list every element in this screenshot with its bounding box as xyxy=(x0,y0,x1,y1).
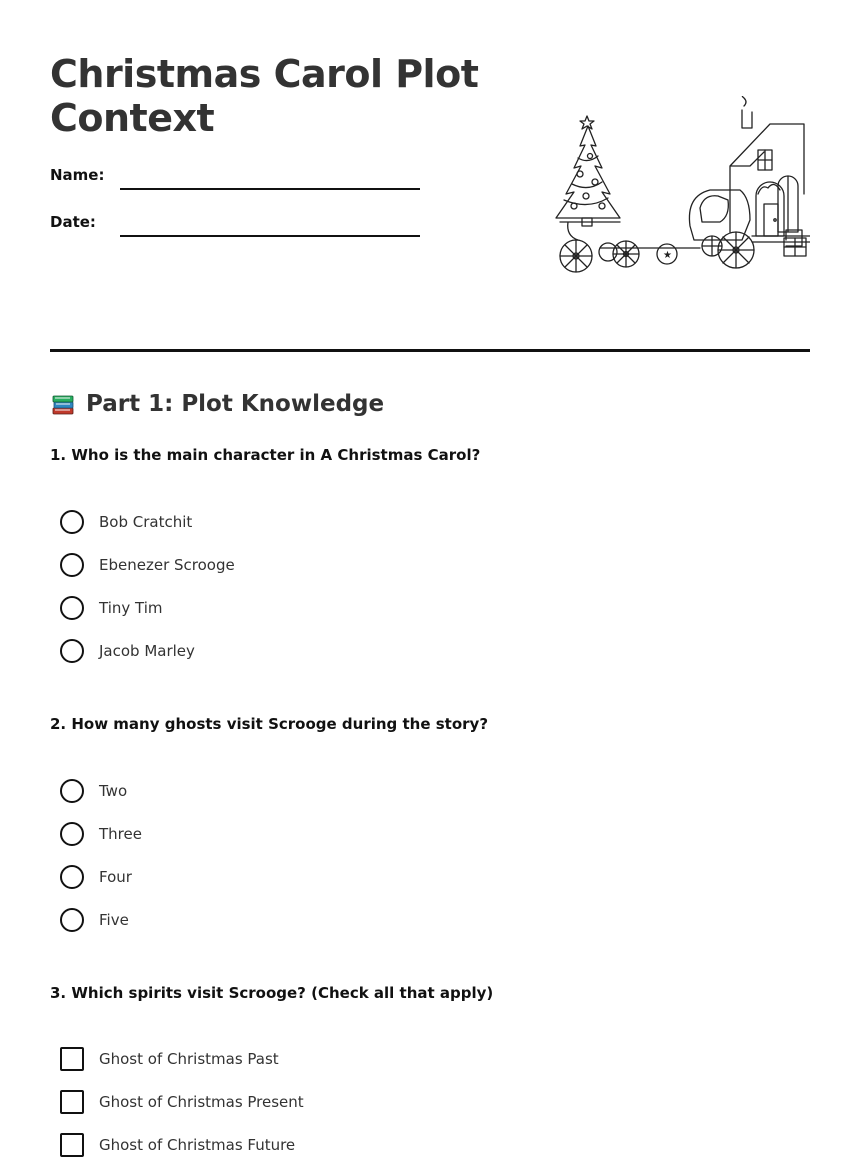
name-label: Name: xyxy=(50,166,105,184)
christmas-tree-icon xyxy=(556,116,620,226)
date-field xyxy=(50,213,430,243)
radio-button[interactable] xyxy=(60,908,84,932)
worksheet-page xyxy=(50,0,810,1161)
q1-option-bob-cratchit[interactable] xyxy=(60,509,192,535)
books-icon xyxy=(50,391,76,417)
radio-button[interactable] xyxy=(60,639,84,663)
date-label: Date: xyxy=(50,213,96,231)
q1-option-tiny-tim[interactable] xyxy=(60,595,163,621)
checkbox[interactable] xyxy=(60,1047,84,1071)
q2-option-two[interactable] xyxy=(60,778,127,804)
option-label: Jacob Marley xyxy=(99,642,195,660)
house-icon xyxy=(730,96,810,256)
radio-button[interactable] xyxy=(60,510,84,534)
date-line[interactable] xyxy=(120,235,420,237)
radio-button[interactable] xyxy=(60,779,84,803)
christmas-scene-illustration xyxy=(540,96,810,276)
part1-header xyxy=(50,388,384,420)
checkbox[interactable] xyxy=(60,1133,84,1157)
q2-option-five[interactable] xyxy=(60,907,129,933)
option-label: Three xyxy=(99,825,142,843)
option-label: Ghost of Christmas Present xyxy=(99,1093,304,1111)
option-label: Tiny Tim xyxy=(99,599,163,617)
part1-title: Part 1: Plot Knowledge xyxy=(86,391,385,417)
option-label: Five xyxy=(99,911,129,929)
radio-button[interactable] xyxy=(60,596,84,620)
q2-option-four[interactable] xyxy=(60,864,132,890)
option-label: Bob Cratchit xyxy=(99,513,193,531)
radio-button[interactable] xyxy=(60,553,84,577)
worksheet-title: Christmas Carol Plot Context xyxy=(50,52,479,140)
option-label: Ghost of Christmas Past xyxy=(99,1050,279,1068)
option-label: Two xyxy=(99,782,128,800)
option-label: Ebenezer Scrooge xyxy=(99,556,235,574)
q1-option-ebenezer-scrooge[interactable] xyxy=(60,552,235,578)
question-3: 3. Which spirits visit Scrooge? (Check all that apply) xyxy=(50,984,494,1002)
svg-text:★: ★ xyxy=(663,250,672,261)
name-line[interactable] xyxy=(120,188,420,190)
radio-button[interactable] xyxy=(60,865,84,889)
checkbox[interactable] xyxy=(60,1090,84,1114)
q3-option-christmas-present[interactable] xyxy=(60,1089,304,1115)
q1-option-jacob-marley[interactable] xyxy=(60,638,195,664)
radio-button[interactable] xyxy=(60,822,84,846)
name-field xyxy=(50,166,430,196)
q3-option-christmas-future[interactable] xyxy=(60,1132,295,1158)
q2-option-three[interactable] xyxy=(60,821,142,847)
option-label: Ghost of Christmas Future xyxy=(99,1136,296,1154)
header-divider xyxy=(50,349,810,352)
question-2: 2. How many ghosts visit Scrooge during the story? xyxy=(50,715,489,733)
question-1: 1. Who is the main character in A Christmas Carol? xyxy=(50,446,481,464)
carriage-icon xyxy=(560,190,754,272)
option-label: Four xyxy=(99,868,132,886)
q3-option-christmas-past[interactable] xyxy=(60,1046,279,1072)
